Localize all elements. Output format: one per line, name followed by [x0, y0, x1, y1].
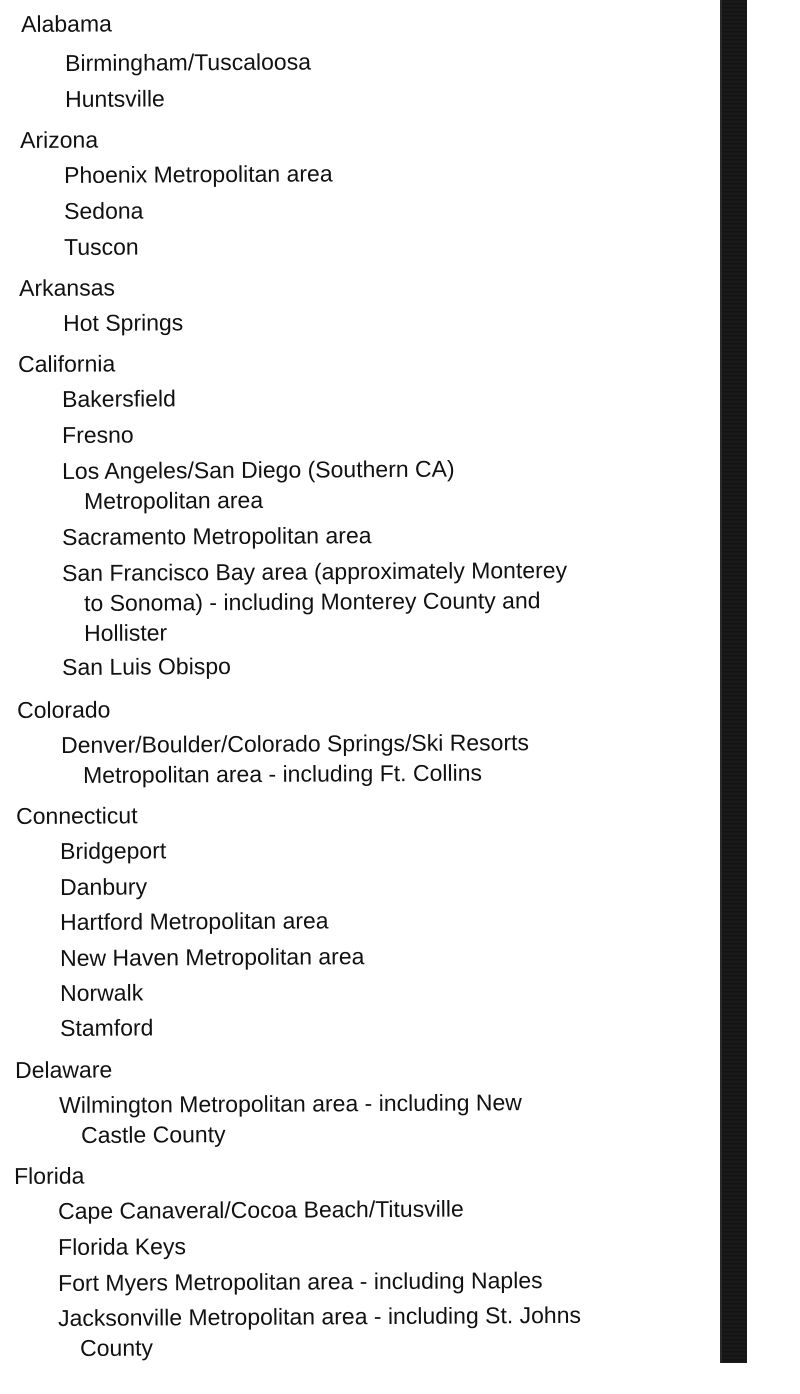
- city-entry: San Francisco Bay area (approximately Monterey: [62, 556, 568, 586]
- city-entry: Hot Springs: [63, 309, 184, 336]
- state-heading-delaware: Delaware: [15, 1056, 113, 1083]
- city-entry-continuation: Metropolitan area - including Ft. Collins: [83, 759, 483, 788]
- city-entry-continuation: Castle County: [81, 1121, 226, 1148]
- city-entry: Birmingham/Tuscaloosa: [65, 48, 312, 76]
- scanned-page-edge-bar: [720, 0, 747, 1363]
- city-entry: Fresno: [62, 421, 134, 448]
- city-entry: Stamford: [60, 1014, 154, 1041]
- state-heading-alabama: Alabama: [21, 10, 112, 37]
- city-entry: Fort Myers Metropolitan area - including Naples: [58, 1267, 543, 1296]
- city-entry: Bakersfield: [62, 385, 176, 412]
- state-heading-florida: Florida: [14, 1162, 85, 1189]
- state-heading-colorado: Colorado: [17, 696, 111, 723]
- city-entry-continuation: Hollister: [84, 619, 168, 646]
- city-entry: Danbury: [60, 873, 148, 900]
- city-entry: Hartford Metropolitan area: [60, 907, 329, 935]
- city-entry: Denver/Boulder/Colorado Springs/Ski Resorts: [61, 729, 530, 758]
- city-entry: Florida Keys: [58, 1233, 186, 1260]
- city-entry: Norwalk: [60, 979, 144, 1006]
- city-entry-continuation: County: [80, 1334, 154, 1361]
- city-entry: Tuscon: [64, 233, 139, 260]
- city-entry: Bridgeport: [60, 837, 167, 864]
- city-entry: Cape Canaveral/Cocoa Beach/Titusville: [58, 1195, 464, 1224]
- city-entry-continuation: Metropolitan area: [84, 486, 264, 514]
- city-entry: Los Angeles/San Diego (Southern CA): [62, 455, 455, 484]
- city-entry: New Haven Metropolitan area: [60, 943, 365, 971]
- state-heading-connecticut: Connecticut: [16, 802, 138, 829]
- city-entry: Sedona: [64, 197, 144, 224]
- city-entry: Wilmington Metropolitan area - including New: [59, 1089, 522, 1118]
- city-entry-continuation: to Sonoma) - including Monterey County and: [84, 587, 541, 616]
- city-entry: Huntsville: [65, 85, 165, 112]
- city-entry: San Luis Obispo: [62, 652, 231, 680]
- city-entry: Sacramento Metropolitan area: [62, 522, 372, 550]
- state-heading-california: California: [18, 350, 116, 377]
- city-entry: Phoenix Metropolitan area: [64, 160, 333, 188]
- city-entry: Jacksonville Metropolitan area - including St. Johns: [58, 1301, 582, 1331]
- state-heading-arizona: Arizona: [20, 126, 99, 153]
- state-heading-arkansas: Arkansas: [19, 274, 116, 301]
